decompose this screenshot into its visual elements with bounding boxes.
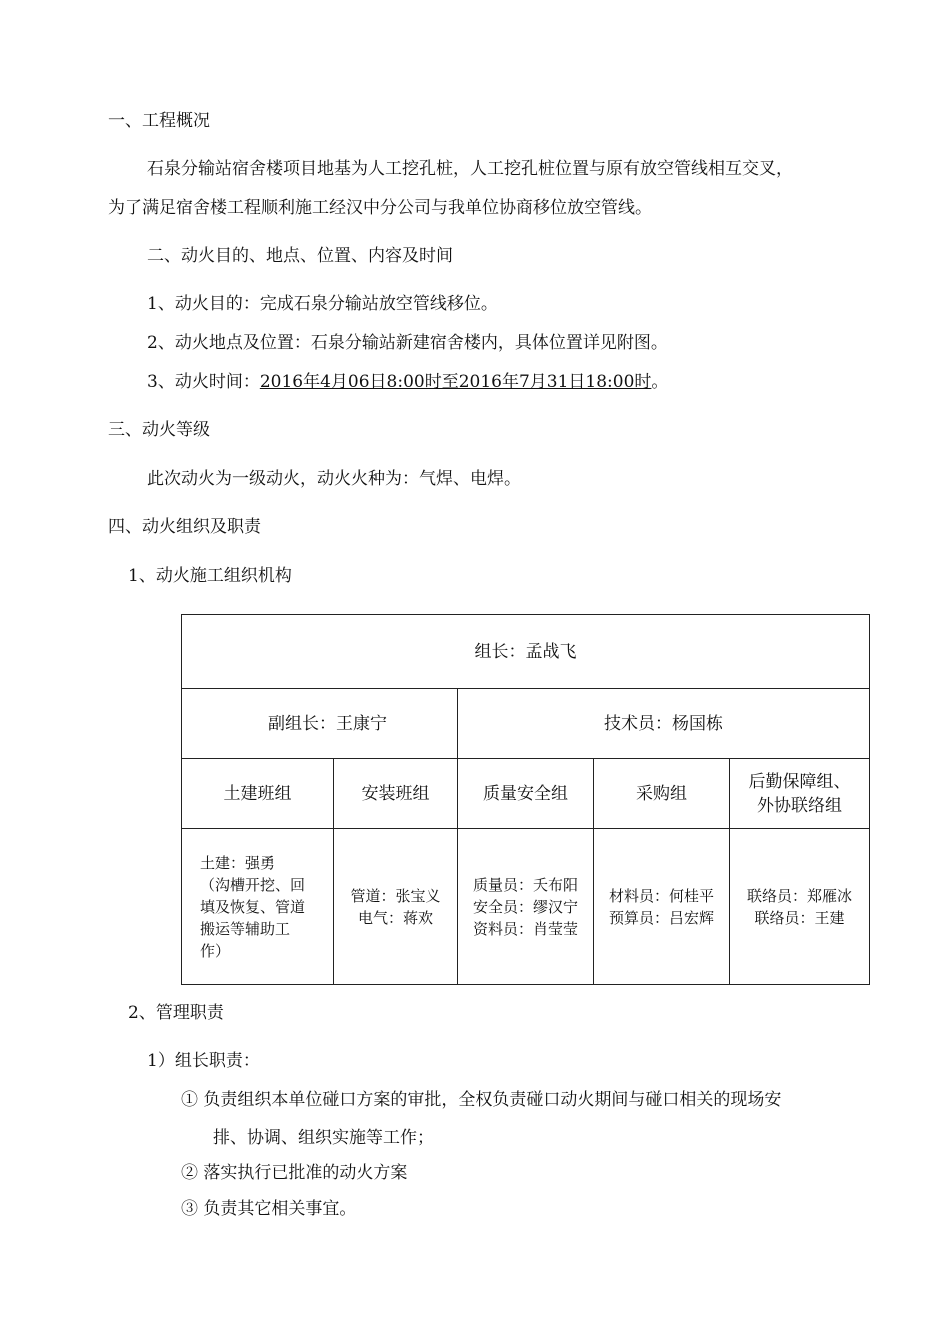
section-1-paragraph-line-2: 为了满足宿舍楼工程顺利施工经汉中分公司与我单位协商移位放空管线。 — [108, 198, 652, 218]
section-1-heading: 一、工程概况 — [108, 111, 210, 131]
civil-member: 土建：强勇 — [200, 853, 276, 872]
duty-2: ② 落实执行已批准的动火方案 — [181, 1163, 408, 1183]
section-4-heading: 四、动火组织及职责 — [108, 517, 261, 537]
group-install-header: 安装班组 — [334, 759, 458, 829]
group-logistics-header — [730, 759, 870, 829]
logistics-members-cell — [730, 829, 870, 985]
group-quality-header: 质量安全组 — [458, 759, 594, 829]
purchase-members-cell — [594, 829, 730, 985]
group-purchase-header: 采购组 — [594, 759, 730, 829]
section-3-paragraph: 此次动火为一级动火，动火火种为：气焊、电焊。 — [147, 469, 521, 489]
section-3-heading: 三、动火等级 — [108, 420, 210, 440]
group-logistics-header-line-2: 外协联络组 — [757, 795, 843, 816]
logistics-member-1: 联络员：郑雁冰 — [747, 886, 853, 905]
organization-table — [181, 614, 870, 985]
civil-note-line-4: 作） — [200, 941, 231, 960]
quality-member-3: 资料员：肖莹莹 — [472, 919, 578, 938]
purchase-member-2: 预算员：吕宏辉 — [608, 908, 714, 927]
item-3-prefix: 3、动火时间： — [147, 372, 260, 392]
civil-note-line-1: （沟槽开挖、回 — [200, 875, 306, 894]
quality-member-1: 质量员：夭布阳 — [472, 875, 578, 894]
duty-1-line-1: ① 负责组织本单位碰口方案的审批，全权负责碰口动火期间与碰口相关的现场安 — [181, 1090, 782, 1110]
leader-cell: 组长：孟战飞 — [182, 615, 870, 689]
group-logistics-header-line-1: 后勤保障组、 — [748, 771, 851, 792]
section-2-item-3 — [147, 370, 668, 394]
install-member-2: 电气：蒋欢 — [357, 908, 433, 927]
section-2-item-2: 2、动火地点及位置：石泉分输站新建宿舍楼内，具体位置详见附图。 — [147, 333, 668, 353]
quality-members-cell — [458, 829, 594, 985]
section-4-sub-1: 1、动火施工组织机构 — [128, 566, 292, 586]
section-1-paragraph-line-1: 石泉分输站宿舍楼项目地基为人工挖孔桩，人工挖孔桩位置与原有放空管线相互交叉， — [147, 159, 793, 179]
install-members-cell — [334, 829, 458, 985]
section-4-sub-2: 2、管理职责 — [128, 1003, 224, 1023]
deputy-leader-cell: 副组长：王康宁 — [182, 689, 458, 759]
quality-member-2: 安全员：缪汉宁 — [472, 897, 578, 916]
duty-1-line-2: 排、协调、组织实施等工作； — [213, 1128, 434, 1148]
item-3-suffix: 。 — [651, 372, 669, 392]
purchase-member-1: 材料员：何桂平 — [608, 886, 714, 905]
civil-members-cell — [182, 829, 334, 985]
fire-work-time: 2016年4月06日8:00时至2016年7月31日18:00时 — [259, 372, 652, 392]
leader-duty-heading: 1）组长职责： — [147, 1051, 260, 1071]
duty-3: ③ 负责其它相关事宜。 — [181, 1199, 357, 1219]
civil-note-line-3: 搬运等辅助工 — [200, 919, 291, 938]
section-2-item-1: 1、动火目的：完成石泉分输站放空管线移位。 — [147, 294, 498, 314]
group-civil-header: 土建班组 — [182, 759, 334, 829]
section-2-heading: 二、动火目的、地点、位置、内容及时间 — [147, 246, 453, 266]
technician-cell: 技术员：杨国栋 — [458, 689, 870, 759]
install-member-1: 管道：张宝义 — [350, 886, 441, 905]
civil-note-line-2: 填及恢复、管道 — [200, 897, 306, 916]
logistics-member-2: 联络员：王建 — [754, 908, 845, 927]
